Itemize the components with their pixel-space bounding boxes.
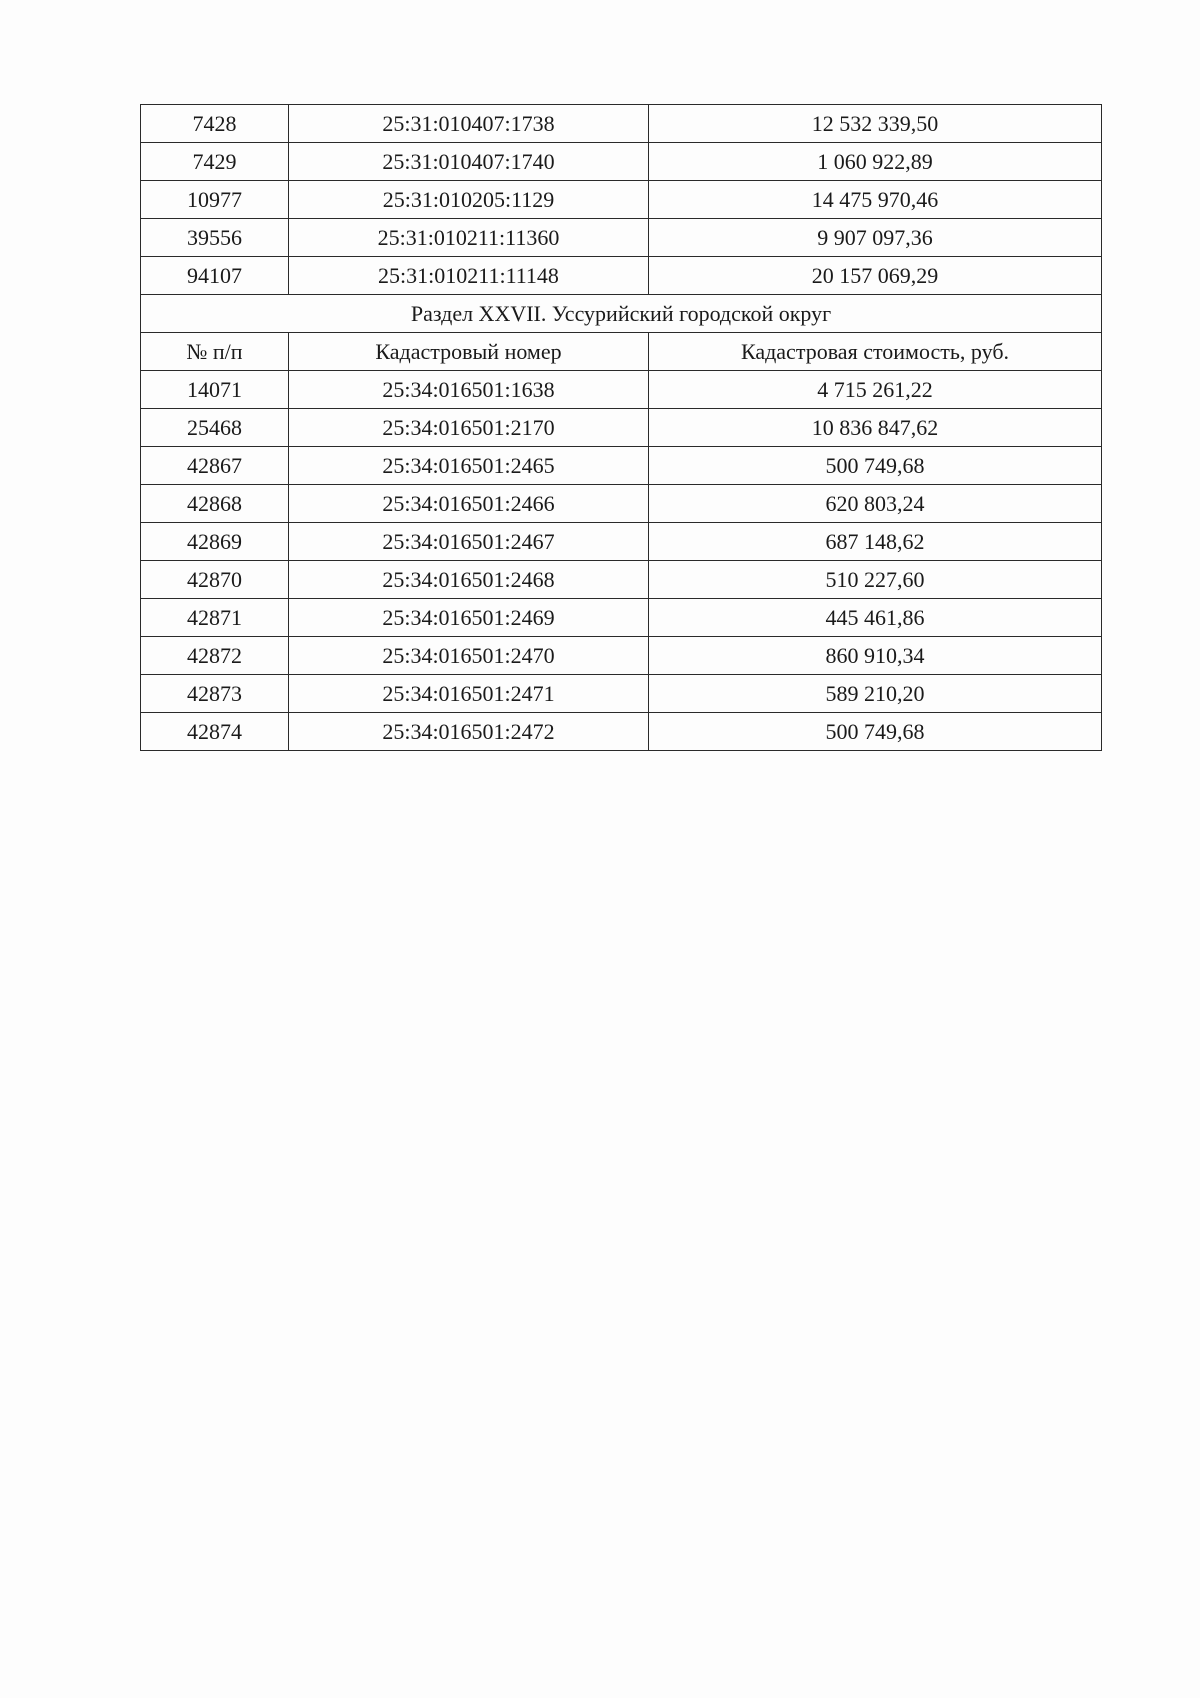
cadastral-value: 4 715 261,22 — [649, 371, 1102, 409]
cadastral-value: 687 148,62 — [649, 523, 1102, 561]
row-number: 42874 — [141, 713, 289, 751]
table-row — [141, 713, 1102, 751]
header-row — [141, 333, 1102, 371]
cadastral-value: 445 461,86 — [649, 599, 1102, 637]
row-number: 39556 — [141, 219, 289, 257]
cadastral-value: 620 803,24 — [649, 485, 1102, 523]
table-row — [141, 371, 1102, 409]
cadastral-value: 1 060 922,89 — [649, 143, 1102, 181]
cadastral-number: 25:34:016501:1638 — [289, 371, 649, 409]
cadastral-value: 14 475 970,46 — [649, 181, 1102, 219]
column-header-number: № п/п — [141, 333, 289, 371]
cadastral-value-table — [140, 104, 1102, 751]
cadastral-number: 25:34:016501:2472 — [289, 713, 649, 751]
row-number: 42867 — [141, 447, 289, 485]
table-row — [141, 409, 1102, 447]
section-title: Раздел XXVII. Уссурийский городской округ — [141, 295, 1102, 333]
cadastral-value: 500 749,68 — [649, 713, 1102, 751]
cadastral-number: 25:31:010407:1738 — [289, 105, 649, 143]
cadastral-number: 25:31:010205:1129 — [289, 181, 649, 219]
column-header-value: Кадастровая стоимость, руб. — [649, 333, 1102, 371]
cadastral-number: 25:34:016501:2465 — [289, 447, 649, 485]
table-row — [141, 675, 1102, 713]
table-row — [141, 143, 1102, 181]
table-row — [141, 485, 1102, 523]
row-number: 25468 — [141, 409, 289, 447]
cadastral-value: 500 749,68 — [649, 447, 1102, 485]
table-row — [141, 447, 1102, 485]
cadastral-number: 25:34:016501:2170 — [289, 409, 649, 447]
cadastral-value: 20 157 069,29 — [649, 257, 1102, 295]
row-number: 42873 — [141, 675, 289, 713]
cadastral-number: 25:31:010407:1740 — [289, 143, 649, 181]
cadastral-number: 25:34:016501:2467 — [289, 523, 649, 561]
table-row — [141, 219, 1102, 257]
table-row — [141, 561, 1102, 599]
table-row — [141, 181, 1102, 219]
cadastral-value: 10 836 847,62 — [649, 409, 1102, 447]
row-number: 7429 — [141, 143, 289, 181]
cadastral-value: 12 532 339,50 — [649, 105, 1102, 143]
row-number: 10977 — [141, 181, 289, 219]
cadastral-number: 25:34:016501:2469 — [289, 599, 649, 637]
row-number: 14071 — [141, 371, 289, 409]
cadastral-value: 510 227,60 — [649, 561, 1102, 599]
row-number: 7428 — [141, 105, 289, 143]
cadastral-value: 860 910,34 — [649, 637, 1102, 675]
cadastral-value: 9 907 097,36 — [649, 219, 1102, 257]
table-row — [141, 637, 1102, 675]
row-number: 42870 — [141, 561, 289, 599]
row-number: 42868 — [141, 485, 289, 523]
table-row — [141, 599, 1102, 637]
cadastral-number: 25:34:016501:2468 — [289, 561, 649, 599]
table-row — [141, 105, 1102, 143]
cadastral-number: 25:34:016501:2466 — [289, 485, 649, 523]
cadastral-number: 25:31:010211:11360 — [289, 219, 649, 257]
cadastral-number: 25:31:010211:11148 — [289, 257, 649, 295]
cadastral-number: 25:34:016501:2470 — [289, 637, 649, 675]
table-row — [141, 523, 1102, 561]
row-number: 42871 — [141, 599, 289, 637]
section-title-row — [141, 295, 1102, 333]
cadastral-value: 589 210,20 — [649, 675, 1102, 713]
row-number: 42872 — [141, 637, 289, 675]
column-header-cadastral: Кадастровый номер — [289, 333, 649, 371]
table-row — [141, 257, 1102, 295]
row-number: 94107 — [141, 257, 289, 295]
cadastral-number: 25:34:016501:2471 — [289, 675, 649, 713]
row-number: 42869 — [141, 523, 289, 561]
